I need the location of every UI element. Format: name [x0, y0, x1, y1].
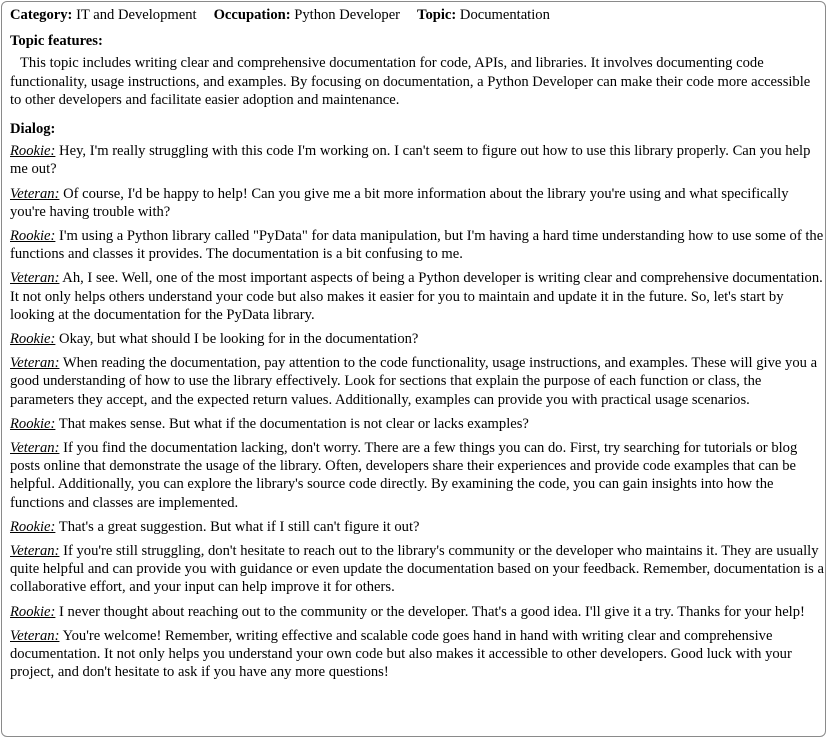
turn-text: That's a great suggestion. But what if I still can't figure it out? — [58, 518, 420, 535]
turn-text: Okay, but what should I be looking for in the documentation? — [59, 331, 419, 348]
speaker-label: Rookie: — [10, 415, 56, 432]
features-text: This topic includes writing clear and comprehensive documentation for code, APIs, and libraries. It involves documenting code functionality, usage instructions, and examples. By focusing on documentation, a Python Developer can make their code more accessible to other developers and facilitate easier adoption and maintenance. — [10, 55, 811, 108]
dialog-turn — [10, 518, 824, 536]
speaker-label: Rookie: — [10, 228, 56, 245]
speaker-label: Veteran: — [10, 185, 60, 202]
topic-label: Topic: — [417, 7, 457, 23]
category-value: IT and Development — [76, 7, 197, 23]
turn-text: If you find the documentation lacking, don't worry. There are a few things you can do. First, try searching for tutorials or blog posts online that demonstrate the usage of the library. Often, developers share their experiences and provide code examples that can be helpful. Additionally, you can explore the library's source code directly. By examining the code, you can gain insights into how the functions and classes are implemented. — [10, 440, 798, 511]
turn-text: You're welcome! Remember, writing effective and scalable code goes hand in hand with writing clear and comprehensive documentation. It not only helps you understand your own code but also makes it accessible to other developers. Good luck with your project, and don't hesitate to ask if you have any more questions! — [10, 627, 792, 681]
speaker-label: Rookie: — [10, 518, 56, 535]
category-label: Category: — [10, 7, 73, 23]
speaker-label: Veteran: — [10, 270, 60, 287]
speaker-label: Veteran: — [10, 440, 60, 457]
document-card — [1, 1, 826, 737]
dialog-turn — [10, 603, 824, 621]
dialog-turn — [10, 330, 824, 348]
turn-text: Of course, I'd be happy to help! Can you give me a bit more information about the library you're using and what specifically you're having trouble with? — [10, 185, 789, 220]
document-content — [10, 6, 824, 688]
dialog-turn — [10, 354, 824, 409]
speaker-label: Veteran: — [10, 627, 60, 644]
turn-text: Ah, I see. Well, one of the most important aspects of being a Python developer is writing clear and comprehensive documentation. It not only helps others understand your code but also makes it easier for you to maintain and update it in the future. So, let's start by looking at the documentation for the PyData library. — [10, 270, 823, 323]
speaker-label: Veteran: — [10, 543, 60, 560]
dialog-turn — [10, 227, 824, 263]
dialog-turn — [10, 439, 824, 512]
dialog-turn — [10, 415, 824, 433]
dialog-turns — [10, 142, 824, 681]
dialog-turn — [10, 627, 824, 682]
dialog-turn — [10, 185, 824, 221]
dialog-turn — [10, 542, 824, 597]
speaker-label: Veteran: — [10, 355, 60, 372]
dialog-heading: Dialog: — [10, 121, 56, 138]
turn-text: When reading the documentation, pay attention to the code functionality, usage instructions, and examples. These will give you a good understanding of how to use the library effectively. Look for sections that explain the purpose of each function or class, the parameters they accept, and the expected return values. Additionally, examples can provide you with practical usage scenarios. — [10, 355, 818, 408]
turn-text: Hey, I'm really struggling with this code I'm working on. I can't seem to figure out how to use this library properly. Can you help me out? — [10, 143, 811, 178]
occupation-label: Occupation: — [213, 7, 291, 23]
occupation-value: Python Developer — [294, 7, 401, 23]
turn-text: I'm using a Python library called "PyData" for data manipulation, but I'm having a hard time understanding how to use some of the functions and classes it provides. The documentation is a bit confusing to me. — [10, 228, 824, 263]
turn-text: If you're still struggling, don't hesitate to reach out to the library's community or the developer who maintains it. They are usually quite helpful and can provide you with guidance or even update the documentation based on your feedback. Remember, documentation is a collaborative effort, and your input can help improve it for others. — [10, 543, 824, 596]
meta-line — [10, 6, 824, 24]
speaker-label: Rookie: — [10, 603, 56, 620]
speaker-label: Rookie: — [10, 143, 56, 160]
dialog-turn — [10, 269, 824, 324]
topic-value: Documentation — [459, 7, 550, 23]
turn-text: I never thought about reaching out to the community or the developer. That's a good idea. I'll give it a try. Thanks for your help! — [59, 603, 805, 620]
dialog-turn — [10, 142, 824, 178]
speaker-label: Rookie: — [10, 331, 56, 348]
features-heading: Topic features: — [10, 33, 103, 50]
turn-text: That makes sense. But what if the documentation is not clear or lacks examples? — [58, 415, 529, 432]
